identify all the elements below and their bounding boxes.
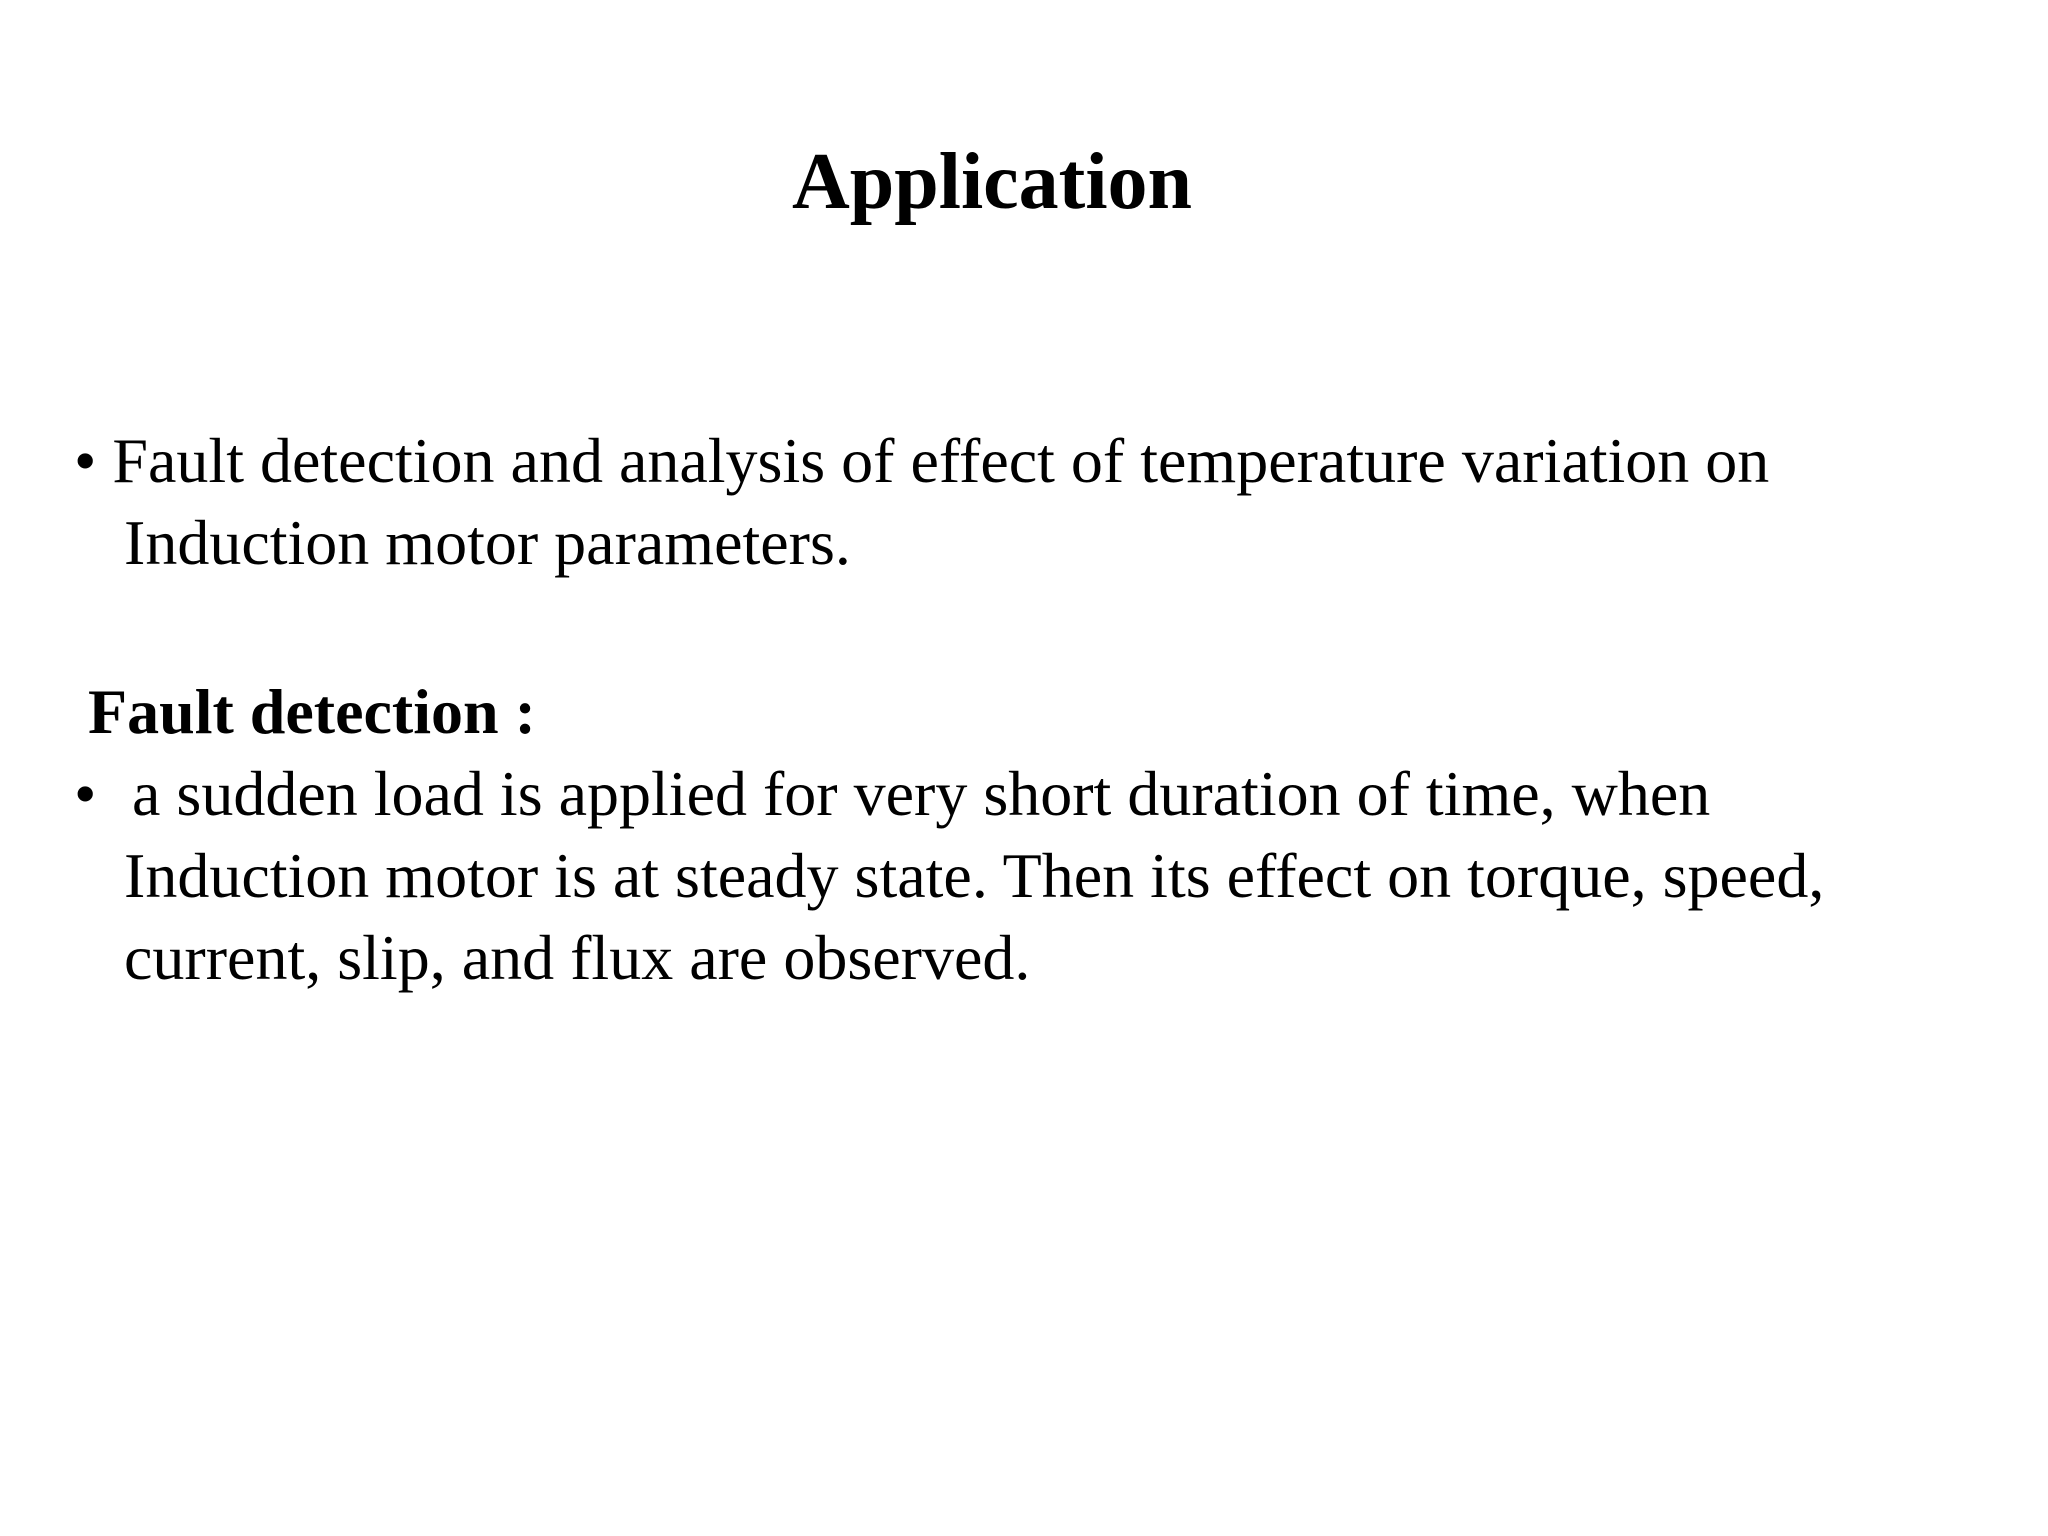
bullet-text: Fault detection and analysis of effect of temperature variation on [112,425,1770,496]
bullet-continuation-1: Induction motor is at steady state. Then its effect on torque, speed, [124,840,1825,911]
bullet-item-fault-analysis [74,420,1769,584]
bullet-line-1 [74,420,1769,502]
bullet-icon: • [74,758,97,829]
bullet-continuation-2: current, slip, and flux are observed. [124,922,1031,993]
bullet-line-1 [74,753,1824,835]
bullet-item-sudden-load [74,753,1824,999]
bullet-icon: • [74,425,97,496]
bullet-continuation: Induction motor parameters. [124,507,851,578]
slide-title: Application [791,138,1193,226]
bullet-text: a sudden load is applied for very short duration of time, when [132,758,1711,829]
section-heading: Fault detection : [88,676,536,747]
